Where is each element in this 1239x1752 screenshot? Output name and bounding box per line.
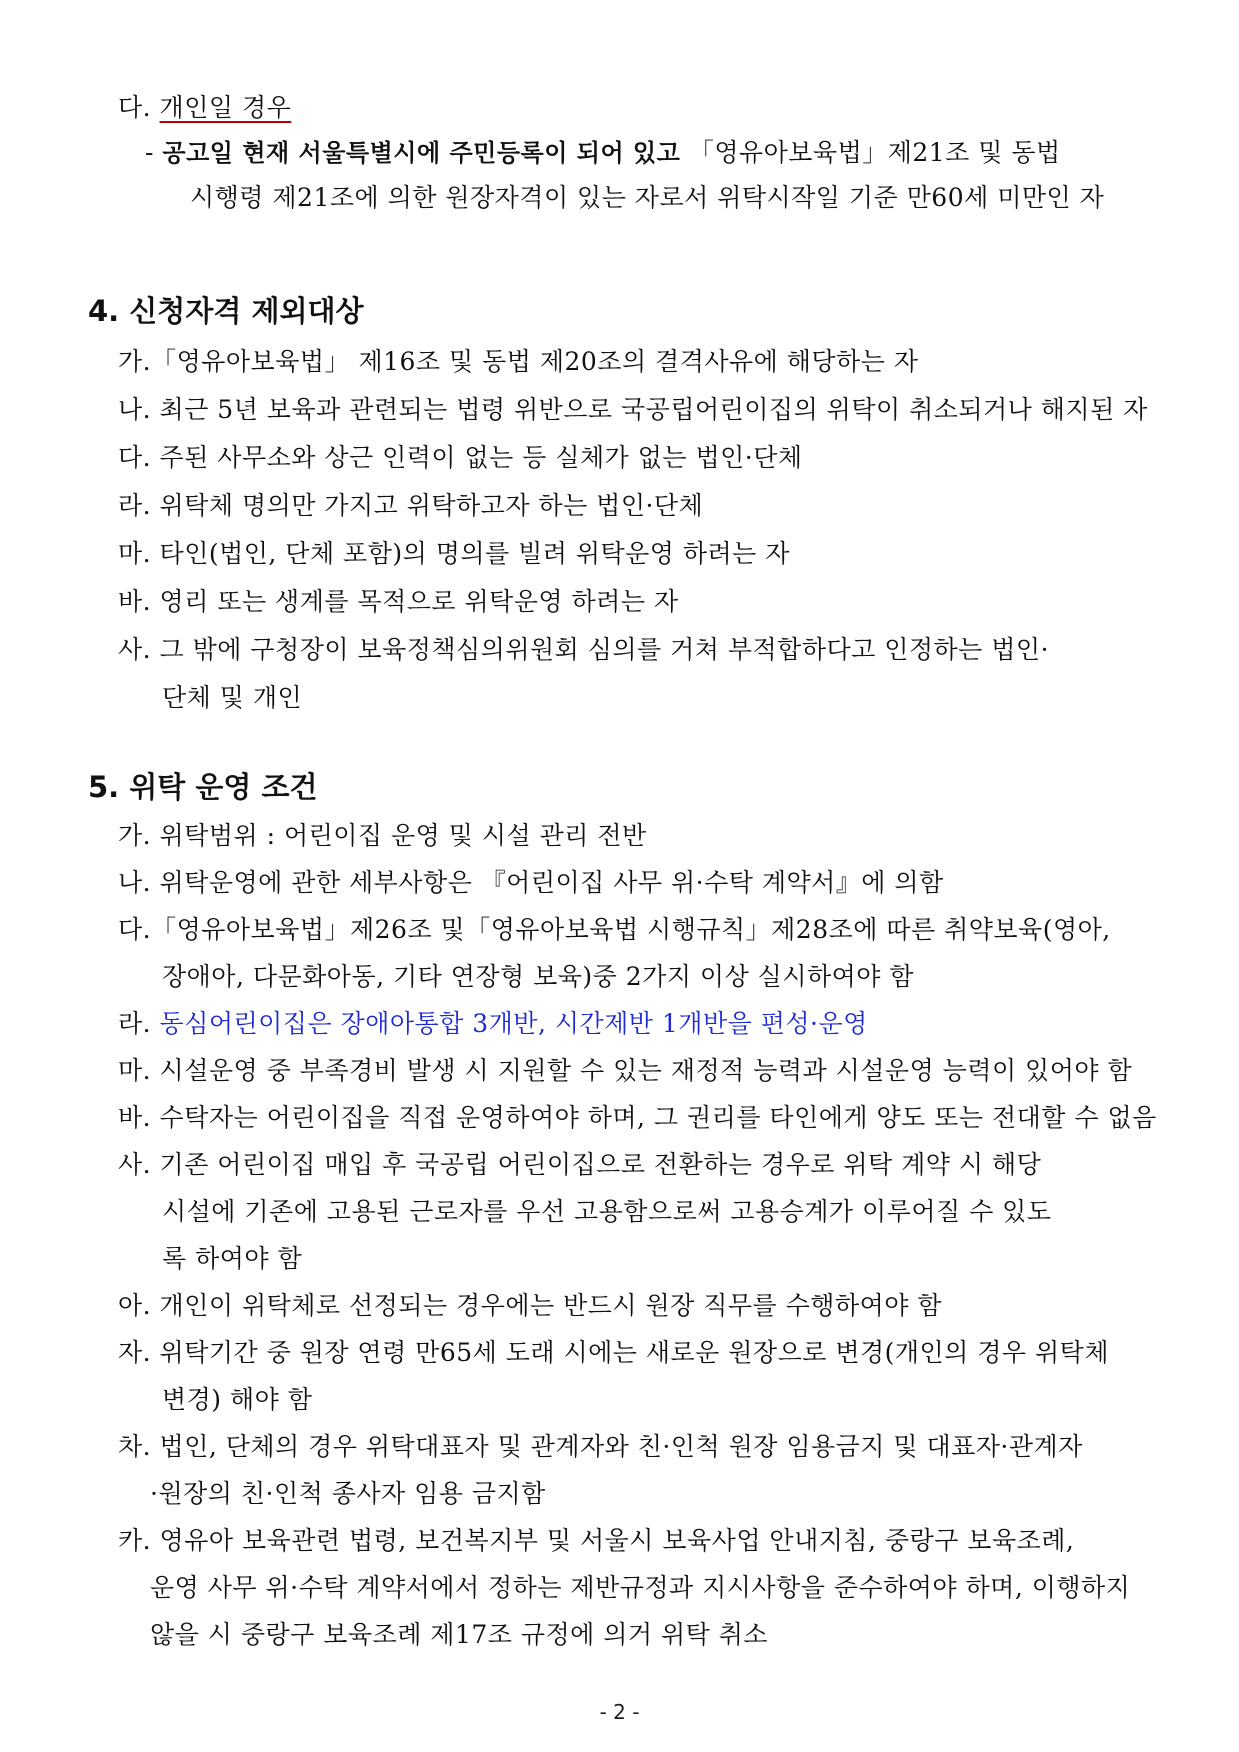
exclusion-item-ma: 마. 타인(법인, 단체 포함)의 명의를 빌려 위탁운영 하려는 자 [118, 539, 790, 568]
individual-case-label: 개인일 경우 [159, 93, 292, 122]
exclusion-item-ra: 라. 위탁체 명의만 가지고 위탁하고자 하는 법인·단체 [118, 491, 704, 520]
condition-item-sa-continued-1: 시설에 기존에 고용된 근로자를 우선 고용함으로써 고용승계가 이루어질 수 있도 [162, 1197, 1052, 1226]
condition-item-da: 다.「영유아보육법」제26조 및「영유아보육법 시행규칙」제28조에 따른 취약보육(영아, [118, 915, 1111, 944]
clause-prefix: 다. [118, 93, 160, 122]
condition-item-cha-continued: ·원장의 친·인척 종사자 임용 금지함 [150, 1479, 546, 1508]
section-5-heading: 5. 위탁 운영 조건 [88, 770, 318, 804]
condition-item-ra [118, 1008, 868, 1040]
exclusion-item-ba: 바. 영리 또는 생계를 목적으로 위탁운영 하려는 자 [118, 587, 679, 616]
condition-item-cha: 차. 법인, 단체의 경우 위탁대표자 및 관계자와 친·인척 원장 임용금지 및 대표자·관계자 [118, 1432, 1083, 1461]
condition-item-ja-continued: 변경) 해야 함 [162, 1385, 313, 1414]
condition-item-ka-continued-1: 운영 사무 위·수탁 계약서에서 정하는 제반규정과 지시사항을 준수하여야 하며, 이행하지 [150, 1573, 1131, 1602]
condition-item-ka: 카. 영유아 보육관련 법령, 보건복지부 및 서울시 보육사업 안내지침, 중랑구 보육조례, [118, 1526, 1075, 1555]
condition-item-ja: 자. 위탁기간 중 원장 연령 만65세 도래 시에는 새로운 원장으로 변경(개인의 경우 위탁체 [118, 1338, 1109, 1367]
condition-item-ma: 마. 시설운영 중 부족경비 발생 시 지원할 수 있는 재정적 능력과 시설운영 능력이 있어야 함 [118, 1056, 1133, 1085]
exclusion-item-sa: 사. 그 밖에 구청장이 보육정책심의위원회 심의를 거쳐 부적합하다고 인정하는 법인· [118, 635, 1050, 664]
condition-item-da-continued: 장애아, 다문화아동, 기타 연장형 보육)중 2가지 이상 실시하여야 함 [162, 962, 915, 991]
condition-item-ga: 가. 위탁범위 : 어린이집 운영 및 시설 관리 전반 [118, 821, 647, 850]
residency-requirement-bold: 공고일 현재 서울특별시에 주민등록이 되어 있고 [162, 139, 681, 167]
exclusion-item-na: 나. 최근 5년 보육과 관련되는 법령 위반으로 국공립어린이집의 위탁이 취소되거나 해지된 자 [118, 395, 1148, 424]
exclusion-item-da: 다. 주된 사무소와 상근 인력이 없는 등 실체가 없는 법인·단체 [118, 443, 803, 472]
condition-item-sa-continued-2: 록 하여야 함 [162, 1244, 303, 1273]
law-reference-text: 「영유아보육법」제21조 및 동법 [680, 138, 1061, 167]
section-4-heading: 4. 신청자격 제외대상 [88, 294, 364, 328]
exclusion-item-ga: 가.「영유아보육법」 제16조 및 동법 제20조의 결격사유에 해당하는 자 [118, 347, 919, 376]
page-number: - 2 - [599, 1700, 640, 1724]
condition-item-sa: 사. 기존 어린이집 매입 후 국공립 어린이집으로 전환하는 경우로 위탁 계약 시 해당 [118, 1150, 1042, 1179]
exclusion-item-sa-continued: 단체 및 개인 [162, 683, 303, 712]
individual-qualification-line-1 [145, 137, 1145, 169]
clause-prefix: 라. [118, 1009, 160, 1038]
condition-item-na: 나. 위탁운영에 관한 세부사항은 『어린이집 사무 위·수탁 계약서』에 의함 [118, 868, 944, 897]
clause-da-individual [118, 92, 291, 124]
condition-item-ka-continued-2: 않을 시 중랑구 보육조례 제17조 규정에 의거 위탁 취소 [150, 1620, 769, 1649]
dongsim-daycare-class-note: 동심어린이집은 장애아통합 3개반, 시간제반 1개반을 편성·운영 [159, 1009, 868, 1038]
condition-item-ba: 바. 수탁자는 어린이집을 직접 운영하여야 하며, 그 권리를 타인에게 양도 또는 전대할 수 없음 [118, 1103, 1157, 1132]
individual-qualification-line-2: 시행령 제21조에 의한 원장자격이 있는 자로서 위탁시작일 기준 만60세 미만인 자 [190, 183, 1105, 212]
dash-marker: - [145, 138, 163, 167]
condition-item-a: 아. 개인이 위탁체로 선정되는 경우에는 반드시 원장 직무를 수행하여야 함 [118, 1291, 942, 1320]
